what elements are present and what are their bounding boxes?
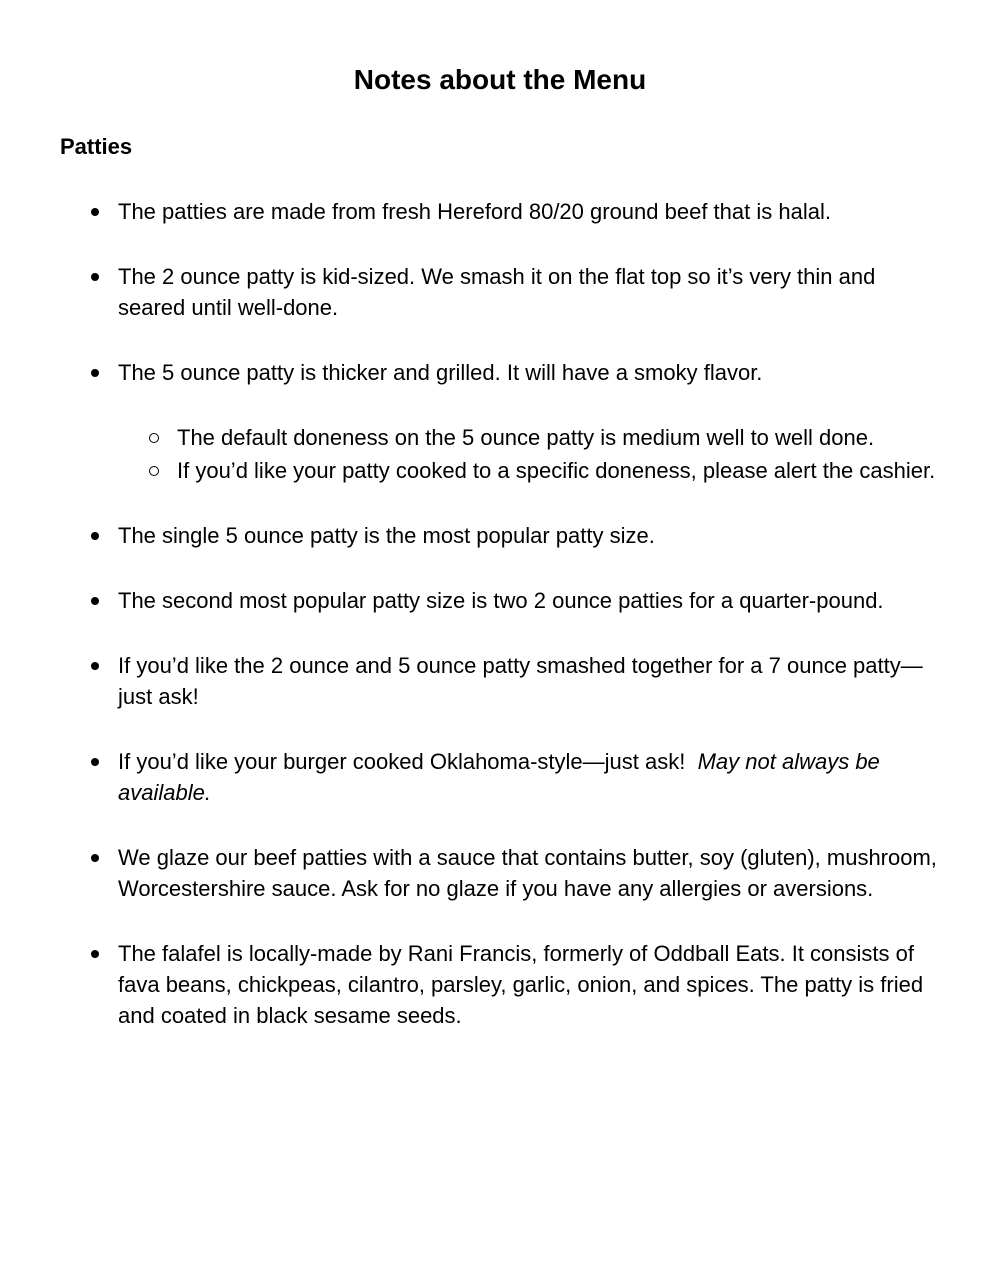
sub-list-item [177, 455, 940, 486]
bullet-icon [91, 273, 99, 281]
hollow-circle-bullet-icon [149, 466, 159, 476]
sub-list-item-text: The default doneness on the 5 ounce patty is medium well to well done. [177, 425, 875, 450]
list-item [0, 520, 1000, 551]
list-item-text: The second most popular patty size is two 2 ounce patties for a quarter-pound. [118, 588, 884, 613]
sub-list-item [177, 422, 940, 453]
list-item [0, 746, 1000, 808]
page-title: Notes about the Menu [353, 64, 647, 95]
bullet-icon [91, 950, 99, 958]
section-heading-patties: Patties [60, 134, 133, 159]
list-item [0, 650, 1000, 712]
list-item [0, 938, 1000, 1031]
bullet-icon [91, 758, 99, 766]
bullet-icon [91, 597, 99, 605]
availability-note: May not always be available. [118, 749, 880, 805]
bullet-icon [91, 208, 99, 216]
list-item-text: We glaze our beef patties with a sauce that contains butter, soy (gluten), mushroom, Worcestershire sauce. Ask for no glaze if you have any allergies or aversions. [118, 845, 937, 901]
hollow-circle-bullet-icon [149, 433, 159, 443]
list-item [0, 357, 1000, 486]
list-item-text: The 5 ounce patty is thicker and grilled. It will have a smoky flavor. [118, 360, 763, 385]
list-item [0, 196, 1000, 227]
bullet-icon [91, 532, 99, 540]
list-item-text: The 2 ounce patty is kid-sized. We smash it on the flat top so it’s very thin and seared until well-done. [118, 264, 876, 320]
list-item-text: The falafel is locally-made by Rani Francis, formerly of Oddball Eats. It consists of fava beans, chickpeas, cilantro, parsley, garlic, onion, and spices. The patty is fried and coated in black sesame seeds. [118, 941, 924, 1028]
list-item-text: If you’d like the 2 ounce and 5 ounce patty smashed together for a 7 ounce patty—just ask! [118, 653, 923, 709]
bullet-icon [91, 369, 99, 377]
list-item [0, 842, 1000, 904]
doneness-sub-list [118, 422, 940, 486]
patties-bullet-list [0, 196, 1000, 1065]
list-item-text: If you’d like your burger cooked Oklahoma-style—just ask! [118, 749, 698, 774]
list-item [0, 585, 1000, 616]
list-item [0, 261, 1000, 323]
bullet-icon [91, 854, 99, 862]
sub-list-item-text: If you’d like your patty cooked to a specific doneness, please alert the cashier. [177, 458, 936, 483]
list-item-text: The single 5 ounce patty is the most popular patty size. [118, 523, 655, 548]
bullet-icon [91, 662, 99, 670]
list-item-text: The patties are made from fresh Hereford 80/20 ground beef that is halal. [118, 199, 831, 224]
